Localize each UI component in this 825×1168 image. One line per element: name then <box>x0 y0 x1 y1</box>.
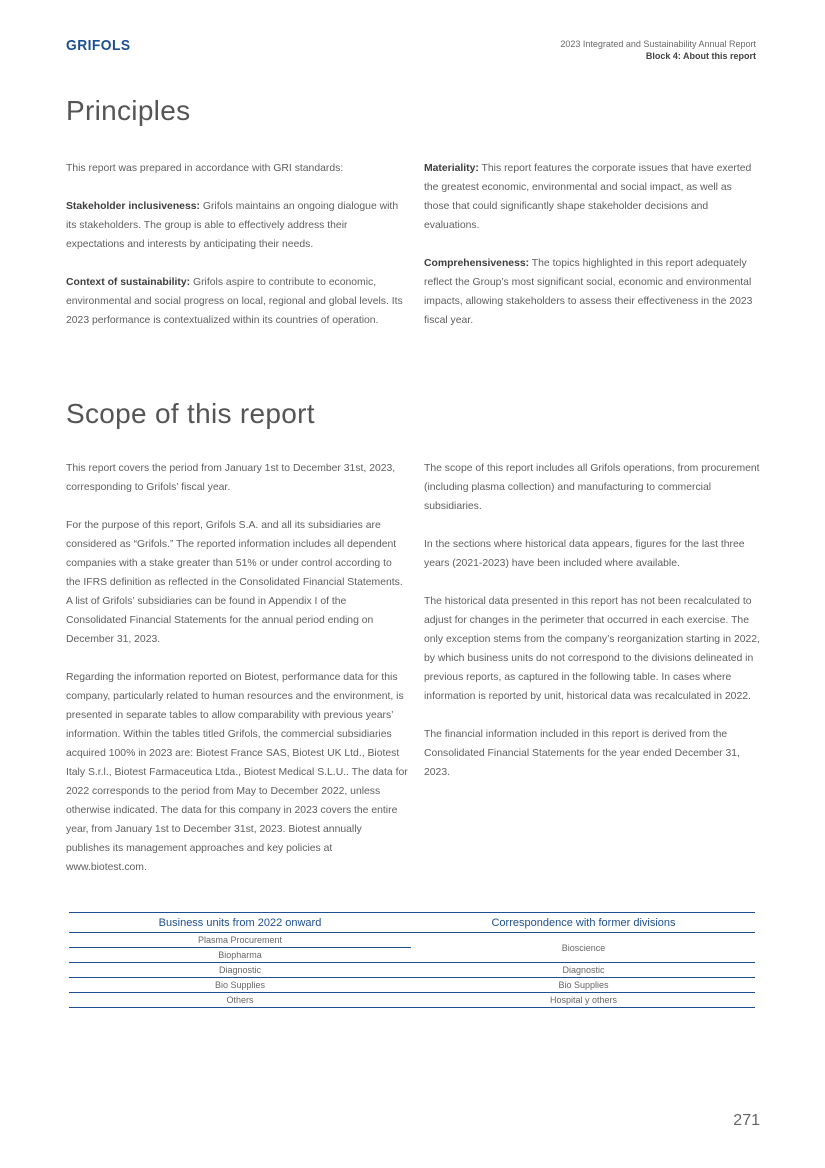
stakeholder-label: Stakeholder inclusiveness: <box>66 201 200 212</box>
table-header-row <box>69 913 755 933</box>
division-cell-merged: Bioscience <box>412 933 755 963</box>
context-label: Context of sustainability: <box>66 277 191 288</box>
scope-left-paragraph: For the purpose of this report, Grifols S.A. and all its subsidiaries are considered as “Grifols.” The reported information includes all dependent companies with a stake greater than 51% or under control according to the IFRS definition as reflected in the Consolidated Financial Statements. A list of Grifols’ subsidiaries can be found in Appendix I of the Consolidated Financial Statements for the annual period ending on December 31, 2023. <box>66 520 403 645</box>
unit-cell: Plasma Procurement <box>69 933 411 948</box>
comprehensiveness-label: Comprehensiveness: <box>424 258 530 269</box>
stakeholder-text: Grifols maintains an ongoing dialogue with its stakeholders. The group is able to effectively address their expectations and interests by anticipating their needs. <box>66 201 399 250</box>
unit-cell: Diagnostic <box>69 963 411 978</box>
running-header <box>560 38 756 62</box>
scope-right-paragraph: The historical data presented in this report has not been recalculated to adjust for changes in the perimeter that occurred in each exercise. The only exception stems from the company’s reorganization starting in 2022, by which business units do not correspond to the divisions delineated in previous reports, as captured in the following table. In cases where information is reported by unit, historical data was recalculated in 2022. <box>424 596 760 702</box>
col-header-former-divisions: Correspondence with former divisions <box>412 913 755 933</box>
unit-cell: Others <box>69 993 411 1008</box>
scope-right-paragraph: The financial information included in this report is derived from the Consolidated Financial Statements for the year ended December 31, 2023. <box>424 729 740 778</box>
report-title: 2023 Integrated and Sustainability Annual Report <box>560 39 756 49</box>
principles-left-column <box>66 159 408 349</box>
division-cell: Bio Supplies <box>412 978 755 993</box>
table-row <box>69 978 755 993</box>
division-cell: Diagnostic <box>412 963 755 978</box>
scope-left-paragraph: Regarding the information reported on Biotest, performance data for this company, particularly related to human resources and the environment, is presented in separate tables to allow comparability with previous years’ information. Within the tables titled Grifols, the commercial subsidiaries acquired 100% in 2023 are: Biotest France SAS, Biotest UK Ltd., Biotest Italy S.r.l., Biotest Farmaceutica Ltda., Biotest Medical S.L.U.. The data for 2022 corresponds to the period from May to December 2022, unless otherwise indicated. The data for this company in 2023 covers the entire year, from January 1st to December 31st, 2023. Biotest annually publishes its management approaches and key policies at www.biotest.com. <box>66 672 408 873</box>
col-header-business-units: Business units from 2022 onward <box>69 913 411 933</box>
scope-right-column <box>424 459 762 801</box>
scope-left-column <box>66 459 408 896</box>
business-units-table <box>69 912 755 1008</box>
scope-left-paragraph: This report covers the period from January 1st to December 31st, 2023, corresponding to Grifols’ fiscal year. <box>66 463 396 493</box>
principles-intro: This report was prepared in accordance with GRI standards: <box>66 163 344 174</box>
grifols-logo: GRIFOLS <box>66 37 131 54</box>
table-row <box>69 933 755 948</box>
division-cell: Hospital y others <box>412 993 755 1008</box>
comprehensiveness-paragraph <box>424 254 760 330</box>
scope-right-paragraph: The scope of this report includes all Grifols operations, from procurement (including plasma collection) and manufacturing to commercial subsidiaries. <box>424 463 760 512</box>
unit-cell: Bio Supplies <box>69 978 411 993</box>
comprehensiveness-text: The topics highlighted in this report adequately reflect the Group’s most significant social, economic and environmental impacts, allowing stakeholders to assess their effectiveness in the 2023 fiscal year. <box>424 258 753 326</box>
principles-right-column <box>424 159 760 349</box>
table-row <box>69 993 755 1008</box>
materiality-text: This report features the corporate issues that have exerted the greatest economic, environmental and social impact, as well as those that could significantly shape stakeholder decisions and evaluations. <box>424 163 752 231</box>
block-title: Block 4: About this report <box>645 51 756 61</box>
page-number: 271 <box>733 1112 760 1129</box>
scope-right-paragraph: In the sections where historical data appears, figures for the last three years (2021-2023) have been included where available. <box>424 539 745 569</box>
spacer-cell <box>411 948 412 963</box>
table-row <box>69 963 755 978</box>
materiality-label: Materiality: <box>424 163 479 174</box>
context-paragraph <box>66 273 408 330</box>
context-text: Grifols aspire to contribute to economic, environmental and social progress on local, regional and global levels. Its 2023 performance is contextualized within its countries of operation. <box>66 277 403 326</box>
materiality-paragraph <box>424 159 760 235</box>
unit-cell: Biopharma <box>69 948 411 963</box>
scope-heading: Scope of this report <box>66 398 315 429</box>
principles-heading: Principles <box>66 95 191 126</box>
stakeholder-paragraph <box>66 197 408 254</box>
